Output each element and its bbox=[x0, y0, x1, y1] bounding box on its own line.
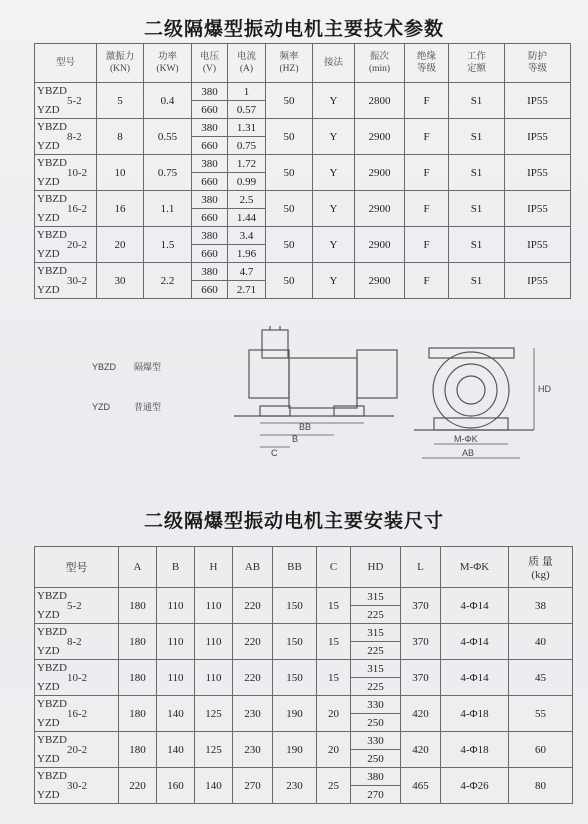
model-prefix: YZD bbox=[37, 753, 60, 765]
column-header: 振次 (min) bbox=[355, 44, 405, 83]
terminal-cover-shape bbox=[429, 348, 514, 358]
model-cell bbox=[35, 732, 119, 768]
power-cell: 0.55 bbox=[144, 119, 192, 155]
duty-cell: S1 bbox=[449, 191, 505, 227]
column-header: BB bbox=[273, 547, 317, 588]
dim-a-cell: 180 bbox=[119, 588, 157, 624]
column-header: 工作 定额 bbox=[449, 44, 505, 83]
spec-table-title: 二级隔爆型振动电机主要技术参数 bbox=[143, 18, 444, 40]
table-row bbox=[35, 119, 571, 137]
force-cell: 20 bbox=[97, 227, 144, 263]
current-cell: 2.5 bbox=[228, 191, 266, 209]
ybzd-desc: 隔爆型 bbox=[134, 362, 162, 372]
right-eccentric-block-shape bbox=[357, 350, 397, 398]
table-row bbox=[35, 768, 573, 786]
current-cell: 3.4 bbox=[228, 227, 266, 245]
junction-box-shape bbox=[262, 330, 288, 358]
dim-l-cell: 420 bbox=[401, 732, 441, 768]
column-header: 型号 bbox=[35, 44, 97, 83]
installation-dimensions-table bbox=[34, 546, 573, 804]
model-cell bbox=[35, 119, 97, 155]
model-prefix: YBZD bbox=[37, 626, 67, 638]
model-suffix: 30-2 bbox=[67, 275, 88, 287]
dim-a-cell: 180 bbox=[119, 732, 157, 768]
rpm-cell: 2800 bbox=[355, 83, 405, 119]
column-header: 质 量 (kg) bbox=[509, 547, 573, 588]
dim-hd-cell: 330 bbox=[351, 696, 401, 714]
model-prefix: YZD bbox=[37, 717, 60, 729]
model-cell bbox=[35, 588, 119, 624]
duty-cell: S1 bbox=[449, 83, 505, 119]
dim-hd-cell: 225 bbox=[351, 678, 401, 696]
model-prefix: YZD bbox=[37, 212, 60, 224]
model-suffix: 5-2 bbox=[67, 95, 82, 107]
table-row bbox=[35, 155, 571, 173]
dim-h-cell: 140 bbox=[195, 768, 233, 804]
frequency-cell: 50 bbox=[266, 155, 313, 191]
dim-bb-cell: 150 bbox=[273, 660, 317, 696]
voltage-cell: 660 bbox=[192, 245, 228, 263]
model-prefix: YZD bbox=[37, 284, 60, 296]
protection-cell: IP55 bbox=[505, 83, 571, 119]
insulation-cell: F bbox=[405, 119, 449, 155]
dim-b-cell: 110 bbox=[157, 624, 195, 660]
insulation-cell: F bbox=[405, 155, 449, 191]
dim-a-cell: 220 bbox=[119, 768, 157, 804]
model-prefix: YBZD bbox=[37, 734, 67, 746]
left-foot-shape bbox=[260, 406, 290, 416]
column-header: 频率 (HZ) bbox=[266, 44, 313, 83]
dim-hd-cell: 225 bbox=[351, 606, 401, 624]
model-prefix: YBZD bbox=[37, 121, 67, 133]
current-cell: 1.31 bbox=[228, 119, 266, 137]
power-cell: 1.1 bbox=[144, 191, 192, 227]
protection-cell: IP55 bbox=[505, 155, 571, 191]
model-prefix: YBZD bbox=[37, 193, 67, 205]
table-row bbox=[35, 624, 573, 642]
model-cell bbox=[35, 227, 97, 263]
dim-hd-cell: 315 bbox=[351, 624, 401, 642]
current-cell: 0.75 bbox=[228, 137, 266, 155]
dim-c-cell: 15 bbox=[317, 660, 351, 696]
hd-dim-label: HD bbox=[538, 384, 551, 394]
model-suffix: 16-2 bbox=[67, 203, 88, 215]
dim-ab-cell: 270 bbox=[233, 768, 273, 804]
current-cell: 1.44 bbox=[228, 209, 266, 227]
rpm-cell: 2900 bbox=[355, 119, 405, 155]
front-shaft-shape bbox=[457, 376, 485, 404]
dim-bb-cell: 150 bbox=[273, 624, 317, 660]
voltage-cell: 380 bbox=[192, 155, 228, 173]
dim-h-cell: 125 bbox=[195, 732, 233, 768]
dim-b-cell: 140 bbox=[157, 696, 195, 732]
model-prefix: YBZD bbox=[37, 662, 67, 674]
dim-h-cell: 125 bbox=[195, 696, 233, 732]
model-prefix: YZD bbox=[37, 645, 60, 657]
voltage-cell: 380 bbox=[192, 263, 228, 281]
protection-cell: IP55 bbox=[505, 191, 571, 227]
dim-bb-cell: 190 bbox=[273, 732, 317, 768]
model-cell bbox=[35, 768, 119, 804]
model-prefix: YZD bbox=[37, 789, 60, 801]
dim-hd-cell: 250 bbox=[351, 714, 401, 732]
model-prefix: YBZD bbox=[37, 590, 67, 602]
dim-bb-cell: 150 bbox=[273, 588, 317, 624]
model-prefix: YBZD bbox=[37, 157, 67, 169]
model-prefix: YZD bbox=[37, 248, 60, 260]
dim-bb-cell: 230 bbox=[273, 768, 317, 804]
voltage-cell: 660 bbox=[192, 281, 228, 299]
dim-ab-cell: 220 bbox=[233, 588, 273, 624]
dim-mk-cell: 4-Φ14 bbox=[441, 624, 509, 660]
rpm-cell: 2900 bbox=[355, 155, 405, 191]
voltage-cell: 380 bbox=[192, 83, 228, 101]
power-cell: 1.5 bbox=[144, 227, 192, 263]
voltage-cell: 660 bbox=[192, 101, 228, 119]
weight-cell: 40 bbox=[509, 624, 573, 660]
c-dim-label: C bbox=[271, 448, 278, 458]
voltage-cell: 660 bbox=[192, 137, 228, 155]
force-cell: 10 bbox=[97, 155, 144, 191]
column-header: 电压 (V) bbox=[192, 44, 228, 83]
protection-cell: IP55 bbox=[505, 263, 571, 299]
model-prefix: YBZD bbox=[37, 229, 67, 241]
dim-ab-cell: 230 bbox=[233, 696, 273, 732]
model-suffix: 16-2 bbox=[67, 708, 88, 720]
voltage-cell: 380 bbox=[192, 191, 228, 209]
dim-l-cell: 370 bbox=[401, 588, 441, 624]
model-cell bbox=[35, 660, 119, 696]
power-cell: 0.4 bbox=[144, 83, 192, 119]
dim-h-cell: 110 bbox=[195, 624, 233, 660]
technical-parameters-table bbox=[34, 43, 571, 299]
connection-cell: Y bbox=[313, 83, 355, 119]
b-dim-label: B bbox=[292, 434, 299, 444]
column-header: L bbox=[401, 547, 441, 588]
model-suffix: 20-2 bbox=[67, 744, 88, 756]
connection-cell: Y bbox=[313, 227, 355, 263]
table-row bbox=[35, 263, 571, 281]
motor-body-shape bbox=[289, 358, 357, 408]
weight-cell: 60 bbox=[509, 732, 573, 768]
force-cell: 16 bbox=[97, 191, 144, 227]
model-suffix: 10-2 bbox=[67, 167, 88, 179]
ybzd-label: YBZD bbox=[92, 362, 117, 372]
protection-cell: IP55 bbox=[505, 227, 571, 263]
weight-cell: 80 bbox=[509, 768, 573, 804]
model-suffix: 8-2 bbox=[67, 636, 82, 648]
table-row bbox=[35, 83, 571, 101]
dims-table-title: 二级隔爆型振动电机主要安装尺寸 bbox=[143, 510, 444, 532]
weight-cell: 45 bbox=[509, 660, 573, 696]
dim-mk-cell: 4-Φ18 bbox=[441, 696, 509, 732]
frequency-cell: 50 bbox=[266, 83, 313, 119]
model-suffix: 30-2 bbox=[67, 780, 88, 792]
column-header: H bbox=[195, 547, 233, 588]
model-prefix: YBZD bbox=[37, 85, 67, 97]
duty-cell: S1 bbox=[449, 263, 505, 299]
insulation-cell: F bbox=[405, 191, 449, 227]
column-header: AB bbox=[233, 547, 273, 588]
column-header: 型号 bbox=[35, 547, 119, 588]
frequency-cell: 50 bbox=[266, 119, 313, 155]
front-housing-outer-shape bbox=[433, 352, 509, 428]
column-header: M-ΦK bbox=[441, 547, 509, 588]
yzd-label: YZD bbox=[92, 402, 110, 412]
voltage-cell: 380 bbox=[192, 119, 228, 137]
column-header: 功率 (KW) bbox=[144, 44, 192, 83]
current-cell: 1.72 bbox=[228, 155, 266, 173]
protection-cell: IP55 bbox=[505, 119, 571, 155]
rpm-cell: 2900 bbox=[355, 227, 405, 263]
dim-c-cell: 15 bbox=[317, 624, 351, 660]
dim-b-cell: 110 bbox=[157, 660, 195, 696]
dim-a-cell: 180 bbox=[119, 624, 157, 660]
duty-cell: S1 bbox=[449, 119, 505, 155]
insulation-cell: F bbox=[405, 83, 449, 119]
front-housing-ring-shape bbox=[445, 364, 497, 416]
column-header: 电流 (A) bbox=[228, 44, 266, 83]
table-row bbox=[35, 227, 571, 245]
dim-mk-cell: 4-Φ14 bbox=[441, 660, 509, 696]
connection-cell: Y bbox=[313, 119, 355, 155]
power-cell: 2.2 bbox=[144, 263, 192, 299]
force-cell: 30 bbox=[97, 263, 144, 299]
dim-l-cell: 370 bbox=[401, 660, 441, 696]
voltage-cell: 380 bbox=[192, 227, 228, 245]
force-cell: 5 bbox=[97, 83, 144, 119]
column-header: 激振力 (KN) bbox=[97, 44, 144, 83]
connection-cell: Y bbox=[313, 191, 355, 227]
dim-l-cell: 370 bbox=[401, 624, 441, 660]
dim-l-cell: 420 bbox=[401, 696, 441, 732]
mk-dim-label: M-ΦK bbox=[454, 434, 478, 444]
table-row bbox=[35, 588, 573, 606]
dim-hd-cell: 330 bbox=[351, 732, 401, 750]
insulation-cell: F bbox=[405, 263, 449, 299]
dim-a-cell: 180 bbox=[119, 696, 157, 732]
ab-dim-label: AB bbox=[462, 448, 475, 458]
model-prefix: YZD bbox=[37, 609, 60, 621]
model-suffix: 5-2 bbox=[67, 600, 82, 612]
dim-ab-cell: 230 bbox=[233, 732, 273, 768]
current-cell: 0.99 bbox=[228, 173, 266, 191]
rpm-cell: 2900 bbox=[355, 263, 405, 299]
column-header: A bbox=[119, 547, 157, 588]
dim-c-cell: 20 bbox=[317, 732, 351, 768]
duty-cell: S1 bbox=[449, 227, 505, 263]
column-header: C bbox=[317, 547, 351, 588]
model-prefix: YBZD bbox=[37, 265, 67, 277]
dim-hd-cell: 225 bbox=[351, 642, 401, 660]
current-cell: 4.7 bbox=[228, 263, 266, 281]
dim-c-cell: 20 bbox=[317, 696, 351, 732]
dim-hd-cell: 250 bbox=[351, 750, 401, 768]
dim-b-cell: 110 bbox=[157, 588, 195, 624]
bb-dim-label: BB bbox=[299, 422, 312, 432]
model-suffix: 10-2 bbox=[67, 672, 88, 684]
current-cell: 1.96 bbox=[228, 245, 266, 263]
voltage-cell: 660 bbox=[192, 209, 228, 227]
model-prefix: YZD bbox=[37, 681, 60, 693]
current-cell: 1 bbox=[228, 83, 266, 101]
model-prefix: YZD bbox=[37, 104, 60, 116]
dim-c-cell: 25 bbox=[317, 768, 351, 804]
frequency-cell: 50 bbox=[266, 191, 313, 227]
connection-cell: Y bbox=[313, 263, 355, 299]
yzd-desc: 普通型 bbox=[134, 402, 162, 412]
model-cell bbox=[35, 191, 97, 227]
model-prefix: YBZD bbox=[37, 770, 67, 782]
left-eccentric-block-shape bbox=[249, 350, 289, 398]
current-cell: 2.71 bbox=[228, 281, 266, 299]
dim-c-cell: 15 bbox=[317, 588, 351, 624]
model-cell bbox=[35, 624, 119, 660]
connection-cell: Y bbox=[313, 155, 355, 191]
force-cell: 8 bbox=[97, 119, 144, 155]
insulation-cell: F bbox=[405, 227, 449, 263]
current-cell: 0.57 bbox=[228, 101, 266, 119]
dim-mk-cell: 4-Φ18 bbox=[441, 732, 509, 768]
duty-cell: S1 bbox=[449, 155, 505, 191]
table-row bbox=[35, 191, 571, 209]
model-cell bbox=[35, 83, 97, 119]
model-prefix: YBZD bbox=[37, 698, 67, 710]
dim-hd-cell: 315 bbox=[351, 588, 401, 606]
column-header: 绝缘 等级 bbox=[405, 44, 449, 83]
column-header: 接法 bbox=[313, 44, 355, 83]
rpm-cell: 2900 bbox=[355, 191, 405, 227]
model-cell bbox=[35, 696, 119, 732]
model-prefix: YZD bbox=[37, 140, 60, 152]
column-header: HD bbox=[351, 547, 401, 588]
dim-mk-cell: 4-Φ14 bbox=[441, 588, 509, 624]
dim-b-cell: 140 bbox=[157, 732, 195, 768]
frequency-cell: 50 bbox=[266, 227, 313, 263]
weight-cell: 38 bbox=[509, 588, 573, 624]
dim-bb-cell: 190 bbox=[273, 696, 317, 732]
frequency-cell: 50 bbox=[266, 263, 313, 299]
motor-outline-drawing bbox=[34, 318, 570, 470]
model-suffix: 20-2 bbox=[67, 239, 88, 251]
dim-h-cell: 110 bbox=[195, 660, 233, 696]
dim-a-cell: 180 bbox=[119, 660, 157, 696]
table-row bbox=[35, 696, 573, 714]
dim-hd-cell: 270 bbox=[351, 786, 401, 804]
model-suffix: 8-2 bbox=[67, 131, 82, 143]
model-cell bbox=[35, 263, 97, 299]
table-row bbox=[35, 732, 573, 750]
column-header: 防护 等级 bbox=[505, 44, 571, 83]
dim-ab-cell: 220 bbox=[233, 660, 273, 696]
model-prefix: YZD bbox=[37, 176, 60, 188]
table-row bbox=[35, 660, 573, 678]
dim-b-cell: 160 bbox=[157, 768, 195, 804]
spec-header-row bbox=[35, 44, 571, 83]
power-cell: 0.75 bbox=[144, 155, 192, 191]
dim-ab-cell: 220 bbox=[233, 624, 273, 660]
dim-hd-cell: 380 bbox=[351, 768, 401, 786]
voltage-cell: 660 bbox=[192, 173, 228, 191]
dim-l-cell: 465 bbox=[401, 768, 441, 804]
dim-hd-cell: 315 bbox=[351, 660, 401, 678]
column-header: B bbox=[157, 547, 195, 588]
dims-header-row bbox=[35, 547, 573, 588]
model-cell bbox=[35, 155, 97, 191]
weight-cell: 55 bbox=[509, 696, 573, 732]
dim-mk-cell: 4-Φ26 bbox=[441, 768, 509, 804]
dim-h-cell: 110 bbox=[195, 588, 233, 624]
